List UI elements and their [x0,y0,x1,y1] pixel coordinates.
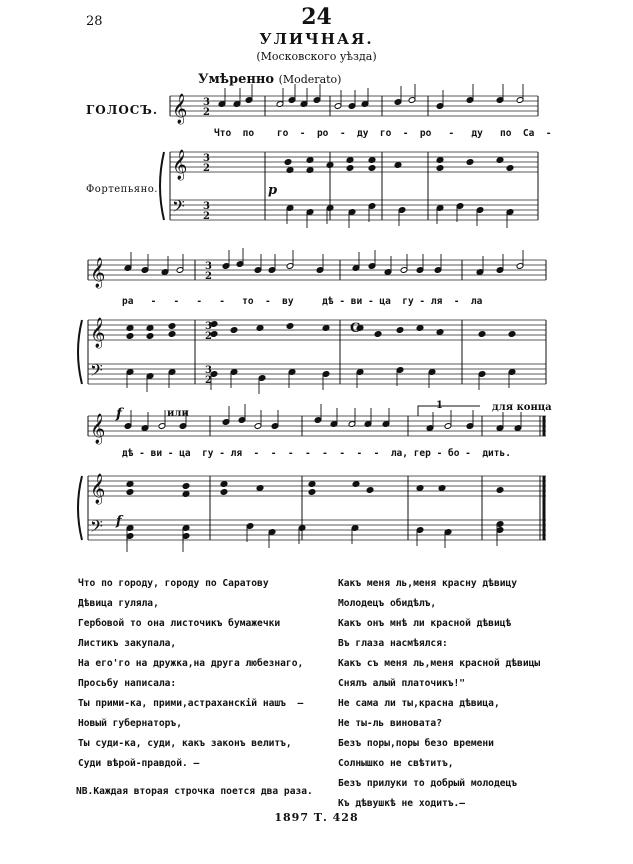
verse-left-line: Ты прими-ка, прими,астраханскій нашъ — [78,698,304,709]
piano-label: Фортепьяно. [86,184,158,195]
song-subtitle: (Московского уѣзда) [256,50,377,63]
svg-text:2: 2 [203,107,210,118]
dynamic-p: p [268,183,278,198]
svg-text:𝄞: 𝄞 [172,150,188,180]
song-title: УЛИЧНАЯ. [259,30,374,48]
song-number: 24 [301,4,332,30]
dynamic-f-voice: f [116,406,123,422]
svg-text:C: C [350,321,361,336]
verse-left-line: Новый губернаторъ, [78,718,182,729]
verse-right-line: Какъ онъ мнѣ ли красной дѣвицѣ [338,618,512,629]
verses-right [338,574,540,814]
footnote: NB.Каждая вторая строчка поется два раза. [76,786,313,797]
verse-left-line: На его'го на дружка,на друга любезнаго, [78,658,304,669]
verse-right-line: Безъ поры,поры безо времени [338,738,494,749]
svg-text:3: 3 [203,153,210,164]
verse-right-line: Не сама ли ты,красна дѣвица, [338,698,500,709]
verse-right-line: Солнышко не свѣтитъ, [338,758,454,769]
svg-text:3: 3 [205,261,212,272]
dynamic-f-piano: f [116,514,122,529]
verses-left [78,574,303,774]
voice-label: ГОЛОСЪ. [86,103,159,117]
svg-text:𝄞: 𝄞 [90,414,106,444]
verse-left-line: Что по городу, городу по Саратову [78,578,269,589]
verse-left-line: Дѣвица гуляла, [78,598,159,609]
svg-text:𝄞: 𝄞 [90,258,106,288]
svg-text:2: 2 [203,163,210,174]
verse-right-line: Какъ съ меня ль,меня красной дѣвицы [338,658,541,669]
tempo-text: Умѣренно [198,72,275,87]
svg-text:𝄢: 𝄢 [90,360,103,384]
verse-left-line: Просьбу написала: [78,678,177,689]
tempo-italian: (Moderato) [278,73,342,86]
svg-text:3: 3 [203,97,210,108]
svg-text:𝄞: 𝄞 [90,318,106,348]
svg-text:𝄢: 𝄢 [90,516,103,540]
ending-label: для конца [492,402,552,413]
svg-text:𝄞: 𝄞 [172,94,188,124]
volta-number: 1 [436,400,443,411]
publisher-footer: 1897 Т. 428 [274,811,359,824]
verse-right-line: Къ дѣвушкѣ не ходитъ.— [338,798,466,809]
svg-text:3: 3 [205,365,212,376]
svg-text:𝄢: 𝄢 [172,196,185,220]
verse-right-line: Какъ меня ль,меня красну дѣвицу [338,578,518,589]
svg-text:2: 2 [203,211,210,222]
svg-text:3: 3 [203,201,210,212]
verse-right-line: Молодецъ обидѣлъ, [338,598,437,609]
verse-left-line: Листикъ закупала, [78,638,177,649]
verse-right-line: Въ глаза насмѣялся: [338,638,448,649]
page-number: 28 [86,14,103,29]
svg-text:2: 2 [205,271,212,282]
svg-text:3: 3 [205,321,212,332]
ossia-marking: или [167,408,189,419]
verse-left-line: Ты суди-ка, суди, какъ законъ велитъ, [78,738,292,749]
svg-text:2: 2 [205,375,212,386]
lyrics-line-3: дѣ - ви - ца гу - ля - - - - - - - - ла, гер - бо - дить. [122,448,511,459]
verse-right-line: Не ты-ль виновата? [338,718,442,729]
verse-right-line: Снялъ алый платочикъ!" [338,678,466,689]
verse-right-line: Безъ прилуки то добрый молодецъ [338,778,518,789]
lyrics-line-1: Что по го - ро - ду го - ро - ду по Са - [214,128,552,139]
verse-left-line: Гербовой то она листочикъ бумажечки [78,618,281,629]
verse-left-line: Суди вѣрой-правдой. — [78,758,200,769]
lyrics-line-2: ра - - - - то - ву дѣ - ви - ца гу - ля - ла [122,296,483,307]
svg-text:2: 2 [205,331,212,342]
svg-text:𝄞: 𝄞 [90,474,106,504]
